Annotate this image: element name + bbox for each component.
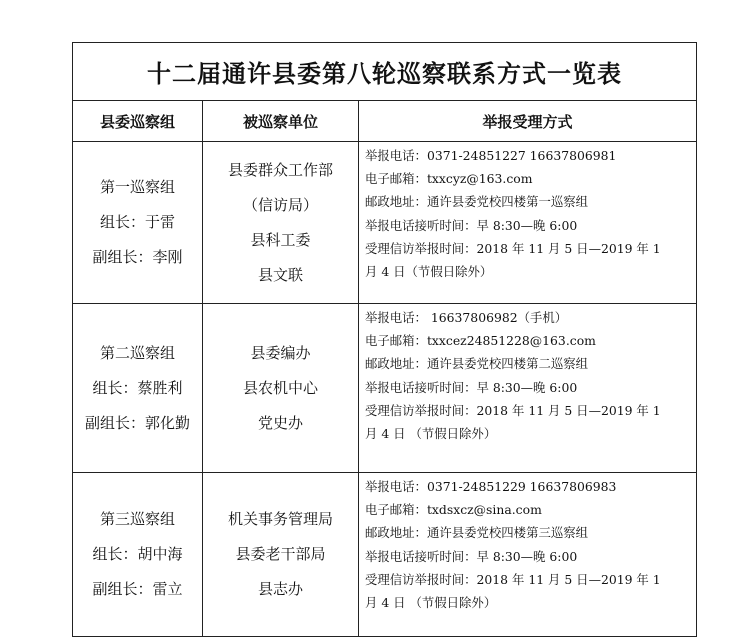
contact-table [72,42,697,637]
unit-name: 县农机中心 [242,378,318,397]
accept-period: 受理信访举报时间：2018 年 11 月 5 日—2019 年 1 [365,240,661,256]
group-leader: 组长：蔡胜利 [92,378,183,397]
report-phone: 举报电话： 16637806982（手机） [365,310,568,325]
group-cell [73,304,203,473]
phone-hours: 举报电话接听时间：早 8:30—晚 6:00 [365,217,578,233]
phone-hours: 举报电话接听时间：早 8:30—晚 6:00 [365,379,578,395]
unit-cell [203,142,359,304]
postal-address: 邮政地址：通许县委党校四楼第三巡察组 [365,525,589,541]
unit-cell [203,473,359,637]
unit-name: （信访局） [242,195,318,214]
accept-period-cont: 月 4 日（节假日除外） [365,264,493,280]
contact-cell [359,304,697,473]
group-name: 第二巡察组 [99,343,175,362]
contact-cell [359,142,697,304]
header-unit: 被巡察单位 [203,101,359,142]
unit-name: 县志办 [257,580,303,598]
group-cell [73,142,203,304]
group-leader: 组长：胡中海 [92,545,183,563]
accept-period-cont: 月 4 日 （节假日除外） [365,426,497,442]
email: 电子邮箱：txdsxcz@sina.com [365,502,542,518]
group-leader: 组长：于雷 [99,213,175,231]
table-row [73,473,697,637]
unit-name: 县委老干部局 [235,545,326,563]
postal-address: 邮政地址：通许县委党校四楼第二巡察组 [365,356,589,372]
report-phone: 举报电话：0371-24851229 16637806983 [365,479,617,494]
report-phone: 举报电话：0371-24851227 16637806981 [365,148,617,163]
postal-address: 邮政地址：通许县委党校四楼第一巡察组 [365,194,589,210]
contact-cell [359,473,697,637]
unit-name: 党史办 [257,413,303,432]
accept-period-cont: 月 4 日 （节假日除外） [365,595,497,611]
group-deputy: 副组长：郭化勤 [84,413,190,432]
unit-name: 县科工委 [250,230,311,249]
table-row [73,142,697,304]
accept-period: 受理信访举报时间：2018 年 11 月 5 日—2019 年 1 [365,402,661,418]
group-deputy: 副组长：李刚 [92,248,183,266]
unit-name: 县委编办 [250,343,311,362]
group-cell [73,473,203,637]
email: 电子邮箱：txxcez24851228@163.com [365,333,596,349]
header-row [73,101,697,142]
unit-name: 县文联 [257,265,303,284]
header-group: 县委巡察组 [73,101,203,142]
title-row [73,43,697,101]
unit-name: 县委群众工作部 [227,160,333,179]
unit-name: 机关事务管理局 [227,510,333,528]
document-page [72,42,696,635]
unit-cell [203,304,359,473]
email: 电子邮箱：txxcyz@163.com [365,171,533,187]
group-name: 第一巡察组 [99,178,175,196]
table-row [73,304,697,473]
accept-period: 受理信访举报时间：2018 年 11 月 5 日—2019 年 1 [365,571,661,587]
table-title: 十二届通许县委第八轮巡察联系方式一览表 [73,43,697,101]
group-deputy: 副组长：雷立 [92,580,183,598]
phone-hours: 举报电话接听时间：早 8:30—晚 6:00 [365,548,578,564]
header-contact: 举报受理方式 [359,101,697,142]
group-name: 第三巡察组 [99,510,175,528]
